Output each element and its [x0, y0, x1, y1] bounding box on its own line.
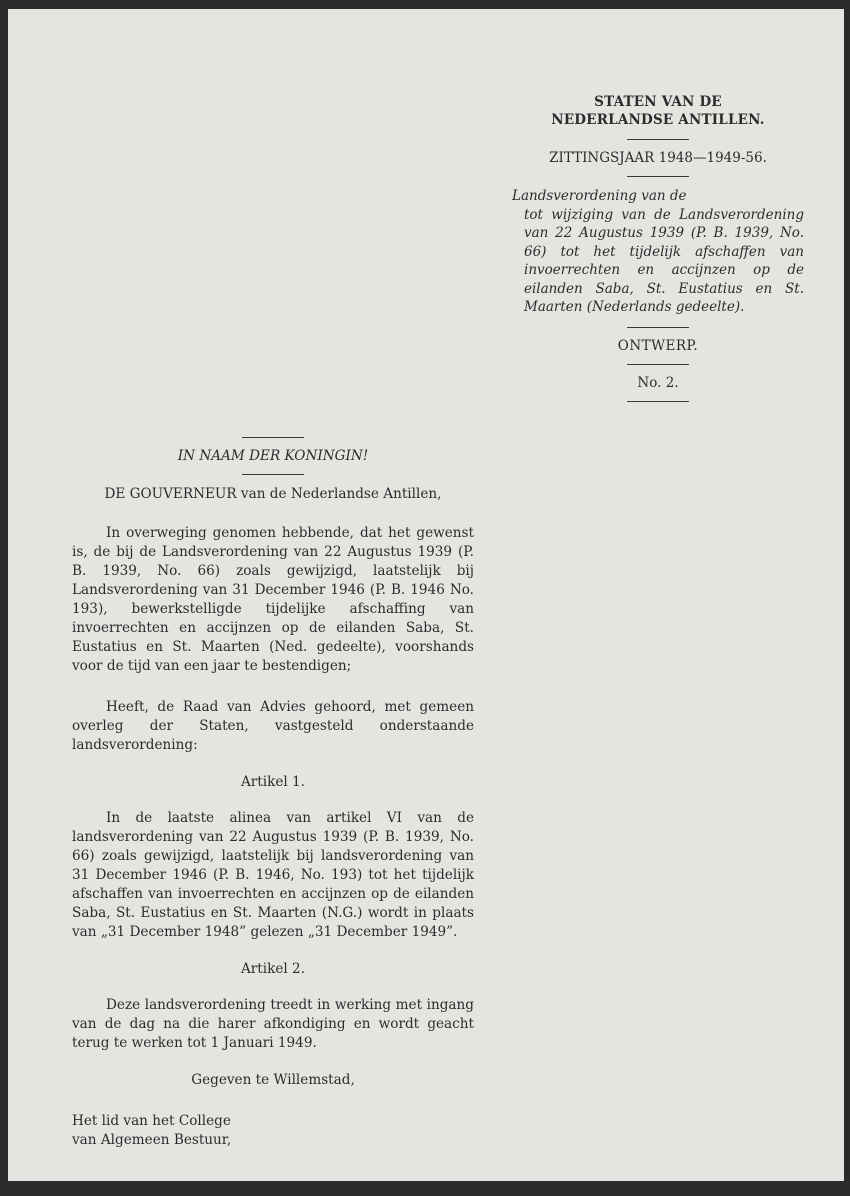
invocation: IN NAAM DER KONINGIN!	[177, 448, 369, 464]
divider	[627, 176, 689, 177]
governor-line: DE GOUVERNEUR van de Nederlandse Antillen,	[104, 486, 442, 502]
document-number: No. 2.	[637, 374, 679, 391]
signatory-line2: van Algemeen Bestuur,	[72, 1132, 232, 1148]
parliament-title-line1: STATEN VAN DE	[594, 94, 722, 110]
signatory-line1: Het lid van het College	[72, 1113, 231, 1129]
divider	[242, 474, 304, 475]
article-2-title: Artikel 2.	[240, 961, 306, 977]
subject-line1: Landsverordening van de	[512, 188, 687, 204]
divider	[242, 437, 304, 438]
document-page	[8, 9, 844, 1181]
divider	[627, 327, 689, 328]
divider	[627, 401, 689, 402]
enactment-paragraph: Heeft, de Raad van Advies gehoord, met gemeen overleg der Staten, vastgesteld onderstaande landsverordening:	[72, 699, 474, 753]
article-1-title: Artikel 1.	[240, 774, 306, 790]
given-at: Gegeven te Willemstad,	[191, 1072, 355, 1088]
parliament-title-line2: NEDERLANDSE ANTILLEN.	[551, 112, 765, 128]
draft-label: ONTWERP.	[617, 337, 699, 354]
ordinance-subject	[512, 187, 804, 317]
document-header	[508, 93, 808, 412]
article-1-text: In de laatste alinea van artikel VI van de landsverordening van 22 Augustus 1939 (P. B. 1939, No. 66) zoals gewijzigd, laatstelijk bij landsverordening van 31 December 1946 (P. B. 1946, No. 193) tot het tijdelijk afschaffen van invoerrechten en accijnzen op de eilanden Saba, St. Eustatius en St. Maarten (N.G.) wordt in plaats van „31 December 1948” gelezen „31 December 1949”.	[72, 810, 474, 940]
divider	[627, 364, 689, 365]
article-2-text: Deze landsverordening treedt in werking met ingang van de dag na die harer afkondiging en wordt geacht terug te werken tot 1 Januari 1949.	[72, 997, 474, 1051]
subject-text: tot wijziging van de Landsverordening van 22 Augustus 1939 (P. B. 1939, No. 66) tot het tijdelijk afschaffen van invoerrechten en accijnzen op de eilanden Saba, St. Eustatius en St. Maarten (Nederlands gedeelte).	[524, 206, 804, 315]
session-year: ZITTINGSJAAR 1948—1949-56.	[549, 150, 767, 166]
preamble-paragraph: In overweging genomen hebbende, dat het gewenst is, de bij de Landsverordening van 22 Augustus 1939 (P. B. 1939, No. 66) zoals gewijzigd, laatstelijk bij Landsverordening van 31 December 1946 (P. B. 1946 No. 193), bewerkstelligde tijdelijke afschaffing van invoerrechten en accijnzen op de eilanden Saba, St. Eustatius en St. Maarten (Ned. gedeelte), voorshands voor de tijd van een jaar te bestendigen;	[72, 525, 474, 674]
document-body	[72, 437, 474, 1150]
divider	[627, 139, 689, 140]
